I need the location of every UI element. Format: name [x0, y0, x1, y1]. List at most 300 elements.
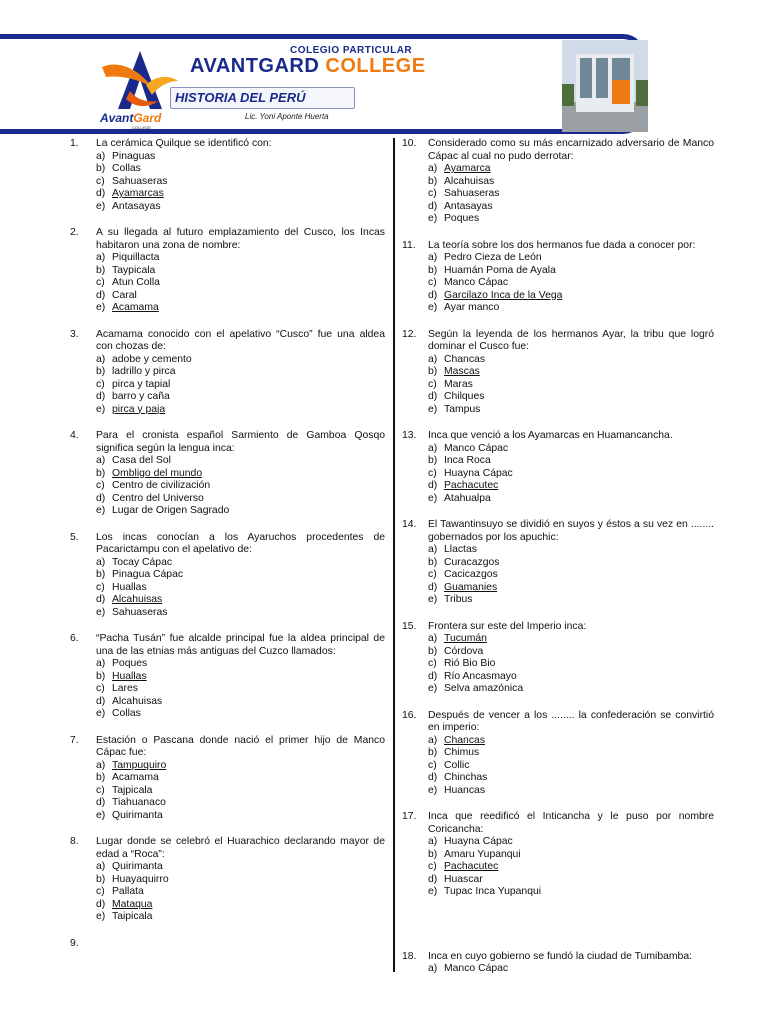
answer-option: [402, 735, 714, 748]
option-text: Tajpicala: [112, 784, 153, 796]
option-letter: b): [96, 569, 106, 580]
answer-option: [402, 594, 714, 607]
answer-option: [70, 772, 385, 785]
question-number: 16.: [402, 709, 417, 721]
option-letter: a): [428, 163, 438, 174]
question: [70, 138, 385, 213]
option-letter: c): [428, 658, 437, 669]
option-text: Manco Cápac: [444, 442, 509, 454]
answer-option: [402, 658, 714, 671]
option-letter: e): [428, 683, 438, 694]
option-text: Sahuaseras: [112, 606, 168, 618]
option-letter: c): [96, 886, 105, 897]
question-number: 9.: [70, 937, 79, 949]
option-text: Pedro Cieza de León: [444, 252, 542, 263]
answer-option: [402, 404, 714, 417]
option-text-correct: Acamama: [112, 302, 159, 313]
question: [70, 430, 385, 518]
answer-option: [402, 886, 714, 899]
option-text-correct: Garcilazo Inca de la Vega: [444, 289, 563, 301]
option-letter: a): [428, 544, 438, 555]
option-text: Cacicazgos: [444, 569, 498, 580]
question: [402, 951, 714, 976]
question: [402, 240, 714, 315]
question: [402, 430, 714, 505]
option-letter: c): [96, 175, 105, 187]
question: [402, 138, 714, 226]
option-text: Tupac Inca Yupanqui: [444, 886, 542, 897]
answer-option: [402, 646, 714, 659]
question-text: Inca que venció a los Ayamarcas en Huamancancha.: [428, 430, 673, 441]
answer-option: [70, 277, 385, 290]
option-letter: e): [428, 784, 438, 796]
answer-option: [70, 391, 385, 404]
option-text-correct: Pachacutec: [444, 480, 499, 491]
option-letter: d): [428, 391, 438, 402]
option-letter: c): [428, 861, 437, 872]
option-letter: d): [428, 772, 438, 783]
question: [70, 735, 385, 823]
answer-option: [402, 861, 714, 874]
option-letter: a): [96, 861, 106, 872]
option-text-correct: Ombligo del mundo: [112, 467, 203, 479]
option-text-correct: Chancas: [444, 734, 486, 746]
option-text: Piquillacta: [112, 252, 160, 263]
option-letter: b): [96, 772, 106, 783]
option-letter: d): [428, 200, 438, 212]
answer-option: [402, 176, 714, 189]
answer-option: [70, 455, 385, 468]
question-number: 6.: [70, 633, 79, 644]
answer-option: [402, 468, 714, 481]
option-text: Chilques: [444, 391, 485, 402]
column-divider: [393, 138, 395, 972]
option-letter: e): [428, 492, 438, 504]
answer-option: [402, 277, 714, 290]
answer-option: [402, 480, 714, 493]
question-number: 4.: [70, 430, 79, 441]
question: [70, 633, 385, 721]
answer-option: [70, 810, 385, 823]
question: [70, 532, 385, 620]
question-text: Según la leyenda de los hermanos Ayar, la tribu que logró dominar el Cusco fue:: [428, 328, 714, 352]
teacher-name: Lic. Yoni Aponte Huerta: [245, 112, 329, 121]
answer-option: [402, 557, 714, 570]
answer-option: [402, 963, 714, 976]
answer-option: [402, 493, 714, 506]
option-text: Antasayas: [444, 200, 493, 212]
question-text: Inca que reedificó el Inticancha y le puso por nombre Coricancha:: [428, 811, 714, 835]
question-text: [96, 938, 385, 951]
right-column: [402, 138, 714, 976]
option-letter: b): [428, 747, 438, 758]
question: [402, 710, 714, 798]
option-text: Alcahuisas: [444, 175, 495, 187]
question-text: A su llegada al futuro emplazamiento del Cusco, los Incas habitaron una zona de nombre:: [96, 227, 385, 251]
answer-option: [70, 683, 385, 696]
option-letter: e): [96, 200, 106, 212]
option-letter: d): [428, 670, 438, 682]
option-text: Huayaquirro: [112, 873, 169, 885]
question-text: La teoría sobre los dos hermanos fue dada a conocer por:: [428, 239, 696, 251]
option-letter: c): [96, 581, 105, 593]
option-text: Quirimanta: [112, 809, 163, 821]
answer-option: [402, 849, 714, 862]
answer-option: [70, 861, 385, 874]
option-letter: c): [96, 378, 105, 390]
option-text: Tampus: [444, 403, 481, 415]
answer-option: [70, 404, 385, 417]
question-number: 7.: [70, 734, 79, 746]
option-letter: d): [428, 289, 438, 301]
option-text: Centro del Universo: [112, 492, 204, 504]
option-text: barro y caña: [112, 391, 170, 402]
answer-option: [70, 582, 385, 595]
answer-option: [402, 188, 714, 201]
answer-option: [402, 569, 714, 582]
option-letter: a): [428, 836, 438, 847]
course-title-box: [170, 87, 355, 109]
answer-option: [70, 151, 385, 164]
option-text: Pallata: [112, 886, 144, 897]
option-letter: d): [428, 873, 438, 885]
option-text: Huayna Cápac: [444, 836, 513, 847]
option-text: Curacazgos: [444, 556, 500, 568]
left-column: [70, 138, 385, 950]
question-text: Para el cronista español Sarmiento de Gamboa Qosqo significa según la lengua inca:: [96, 430, 385, 454]
option-text: Ayar manco: [444, 302, 500, 313]
option-letter: b): [96, 670, 106, 682]
option-letter: e): [96, 403, 106, 415]
answer-option: [70, 163, 385, 176]
option-letter: e): [96, 911, 106, 922]
option-text: Lares: [112, 683, 138, 694]
option-text: Alcahuisas: [112, 695, 163, 707]
option-text: Poques: [112, 658, 148, 669]
option-text: Chimus: [444, 747, 480, 758]
question: [70, 938, 385, 951]
option-text: Sahuaseras: [444, 188, 500, 199]
answer-option: [402, 302, 714, 315]
option-text: Caral: [112, 289, 137, 301]
answer-option: [70, 188, 385, 201]
option-letter: a): [428, 963, 438, 974]
option-text: Manco Cápac: [444, 277, 509, 288]
option-letter: b): [428, 175, 438, 187]
answer-option: [70, 468, 385, 481]
question: [402, 811, 714, 899]
option-letter: a): [428, 252, 438, 263]
answer-option: [402, 290, 714, 303]
question-number: 5.: [70, 531, 79, 543]
option-text: Huancas: [444, 784, 486, 796]
option-letter: e): [96, 708, 106, 719]
option-letter: e): [428, 302, 438, 313]
option-text-correct: Pachacutec: [444, 861, 499, 872]
option-text: Collic: [444, 759, 470, 771]
option-letter: a): [96, 353, 106, 365]
answer-option: [402, 760, 714, 773]
option-letter: e): [96, 302, 106, 313]
option-text-correct: Ayamarca: [444, 163, 491, 174]
option-letter: e): [428, 213, 438, 224]
answer-option: [70, 760, 385, 773]
option-letter: a): [96, 658, 106, 669]
answer-option: [70, 696, 385, 709]
school-building-photo-icon: [562, 40, 648, 132]
answer-option: [70, 886, 385, 899]
option-text-correct: Mascas: [444, 366, 480, 377]
answer-option: [402, 354, 714, 367]
answer-option: [402, 443, 714, 456]
option-text: Taipicala: [112, 911, 153, 922]
answer-option: [402, 874, 714, 887]
option-letter: e): [428, 403, 438, 415]
answer-option: [402, 366, 714, 379]
option-text-correct: Alcahuisas: [112, 594, 163, 605]
option-text: Maras: [444, 378, 473, 390]
answer-option: [402, 671, 714, 684]
option-text: Llactas: [444, 544, 477, 555]
answer-option: [402, 836, 714, 849]
answer-option: [70, 252, 385, 265]
answer-option: [402, 785, 714, 798]
question-number: 14.: [402, 519, 417, 530]
answer-option: [70, 874, 385, 887]
option-letter: d): [428, 480, 438, 491]
school-name: AVANTGARD COLLEGE: [190, 55, 426, 77]
answer-option: [402, 265, 714, 278]
answer-option: [70, 176, 385, 189]
answer-option: [70, 797, 385, 810]
option-text-correct: Guamanies: [444, 581, 498, 593]
answer-option: [402, 544, 714, 557]
option-text: Pinaguas: [112, 150, 156, 162]
option-letter: e): [428, 886, 438, 897]
question-number: 10.: [402, 138, 417, 149]
option-letter: c): [428, 277, 437, 288]
question: [402, 519, 714, 607]
option-letter: b): [428, 645, 438, 657]
option-letter: c): [428, 759, 437, 771]
option-letter: c): [96, 683, 105, 694]
answer-option: [70, 302, 385, 315]
option-text-correct: Ayamarcas: [112, 188, 164, 199]
option-letter: d): [96, 188, 106, 199]
answer-option: [70, 265, 385, 278]
question-text: Estación o Pascana donde nació el primer hijo de Manco Cápac fue:: [96, 734, 385, 758]
option-letter: a): [428, 353, 438, 365]
option-letter: c): [428, 467, 437, 479]
option-letter: d): [96, 289, 106, 301]
school-label: COLEGIO PARTICULAR: [290, 45, 413, 56]
option-letter: e): [96, 505, 106, 516]
answer-option: [402, 252, 714, 265]
answer-option: [402, 201, 714, 214]
answer-option: [70, 354, 385, 367]
option-letter: b): [428, 264, 438, 276]
answer-option: [70, 366, 385, 379]
answer-option: [70, 480, 385, 493]
option-letter: d): [428, 581, 438, 593]
question-number: 11.: [402, 239, 416, 251]
option-text: Huayna Cápac: [444, 467, 513, 479]
option-text: Atahualpa: [444, 492, 491, 504]
question: [70, 329, 385, 417]
option-letter: e): [428, 594, 438, 605]
option-letter: e): [96, 606, 106, 618]
question: [70, 227, 385, 315]
option-text: Sahuaseras: [112, 175, 168, 187]
option-text-correct: pirca y paja: [112, 403, 166, 415]
question-number: 15.: [402, 620, 417, 632]
option-letter: c): [428, 569, 437, 580]
answer-option: [402, 683, 714, 696]
question-number: 18.: [402, 950, 417, 962]
answer-option: [402, 772, 714, 785]
option-text: Inca Roca: [444, 455, 491, 466]
option-text: Huascar: [444, 873, 483, 885]
option-text: Manco Cápac: [444, 963, 509, 974]
option-letter: d): [96, 898, 106, 910]
option-text: Selva amazónica: [444, 683, 524, 694]
question: [402, 329, 714, 417]
option-text: Amaru Yupanqui: [444, 848, 521, 860]
option-letter: d): [96, 594, 106, 605]
option-text: Córdova: [444, 645, 484, 657]
answer-option: [402, 582, 714, 595]
question-number: 3.: [70, 328, 79, 340]
option-letter: a): [96, 455, 106, 466]
avantgard-bird-logo-icon: [100, 49, 180, 119]
option-letter: b): [96, 264, 106, 276]
option-text: Tribus: [444, 594, 473, 605]
question-text: Después de vencer a los ........ la confederación se convirtió en imperio:: [428, 709, 714, 733]
answer-option: [70, 290, 385, 303]
option-letter: c): [428, 188, 437, 199]
answer-option: [402, 379, 714, 392]
option-letter: a): [96, 252, 106, 263]
option-text: Lugar de Origen Sagrado: [112, 505, 230, 516]
option-letter: b): [428, 366, 438, 377]
question-text: Acamama conocido con el apelativo “Cusco” fue una aldea con chozas de:: [96, 328, 385, 352]
option-text: Quirimanta: [112, 861, 163, 872]
option-text: Tocay Cápac: [112, 556, 173, 568]
option-letter: c): [96, 784, 105, 796]
option-letter: b): [96, 467, 106, 479]
option-text: Chancas: [444, 353, 486, 365]
option-text: Antasayas: [112, 200, 161, 212]
answer-option: [402, 633, 714, 646]
question-number: 17.: [402, 811, 417, 822]
answer-option: [70, 671, 385, 684]
option-text: Atun Colla: [112, 277, 160, 288]
option-text: Huamán Poma de Ayala: [444, 264, 556, 276]
answer-option: [402, 213, 714, 226]
option-text: Chinchas: [444, 772, 488, 783]
logo-wordmark: AvantGard: [100, 111, 162, 125]
option-text-correct: Tampuquiro: [112, 759, 167, 771]
option-text: adobe y cemento: [112, 353, 192, 365]
option-letter: b): [96, 163, 106, 174]
option-text: Huallas: [112, 581, 147, 593]
question-number: 13.: [402, 430, 417, 441]
course-title: HISTORIA DEL PERÚ: [175, 90, 306, 105]
logo-subtext: COLLEGE: [132, 125, 151, 130]
answer-option: [70, 557, 385, 570]
option-text: Poques: [444, 213, 480, 224]
answer-option: [70, 785, 385, 798]
option-text-correct: Mataqua: [112, 898, 153, 910]
answer-option: [70, 201, 385, 214]
question: [70, 836, 385, 924]
question-number: 8.: [70, 836, 79, 847]
option-letter: b): [96, 366, 106, 377]
answer-option: [70, 594, 385, 607]
option-text: Collas: [112, 163, 141, 174]
option-letter: b): [428, 848, 438, 860]
question-number: 12.: [402, 328, 417, 340]
answer-option: [70, 658, 385, 671]
question-text: La cerámica Quilque se identificó con:: [96, 138, 272, 149]
option-letter: e): [96, 809, 106, 821]
question-text: El Tawantinsuyo se dividió en suyos y éstos a su vez en ........ gobernados por los apuchic:: [428, 519, 714, 543]
question-text: Los incas conocían a los Ayaruchos procedentes de Pacarictampu con el apelativo de:: [96, 531, 385, 555]
option-letter: a): [96, 556, 106, 568]
option-letter: a): [428, 734, 438, 746]
answer-option: [70, 505, 385, 518]
option-text: Tiahuanaco: [112, 797, 166, 808]
option-text: Rió Bio Bio: [444, 658, 496, 669]
option-text: Taypicala: [112, 264, 156, 276]
answer-option: [70, 569, 385, 582]
option-text: pirca y tapial: [112, 378, 171, 390]
option-letter: a): [428, 633, 438, 644]
answer-option: [402, 455, 714, 468]
answer-option: [402, 391, 714, 404]
option-text: Río Ancasmayo: [444, 670, 517, 682]
option-letter: b): [96, 873, 106, 885]
option-letter: c): [96, 277, 105, 288]
option-letter: c): [428, 378, 437, 390]
answer-option: [70, 899, 385, 912]
question-text: Frontera sur este del Imperio inca:: [428, 620, 587, 632]
question-text: Considerado como su más encarnizado adversario de Manco Cápac al cual no pudo derrotar:: [428, 138, 714, 162]
option-letter: c): [96, 480, 105, 491]
answer-option: [70, 607, 385, 620]
option-letter: d): [96, 695, 106, 707]
answer-option: [70, 493, 385, 506]
question-text: Inca en cuyo gobierno se fundó la ciudad de Tumibamba:: [428, 950, 692, 962]
question-number: 1.: [70, 138, 79, 149]
option-letter: a): [96, 759, 106, 771]
answer-option: [70, 708, 385, 721]
option-letter: a): [428, 442, 438, 454]
option-letter: d): [96, 492, 106, 504]
option-text: Pinagua Cápac: [112, 569, 184, 580]
option-letter: b): [428, 455, 438, 466]
option-text: ladrillo y pirca: [112, 366, 176, 377]
answer-option: [402, 163, 714, 176]
question-number: 2.: [70, 227, 79, 238]
question-text: “Pacha Tusán” fue alcalde principal fue la aldea principal de una de las etnias más antiguas del Cuzco llamados:: [96, 633, 385, 657]
answer-option: [70, 379, 385, 392]
option-letter: b): [428, 556, 438, 568]
answer-option: [402, 747, 714, 760]
option-text-correct: Huallas: [112, 670, 147, 682]
header-banner: [0, 34, 645, 134]
option-text-correct: Tucumán: [444, 633, 487, 644]
